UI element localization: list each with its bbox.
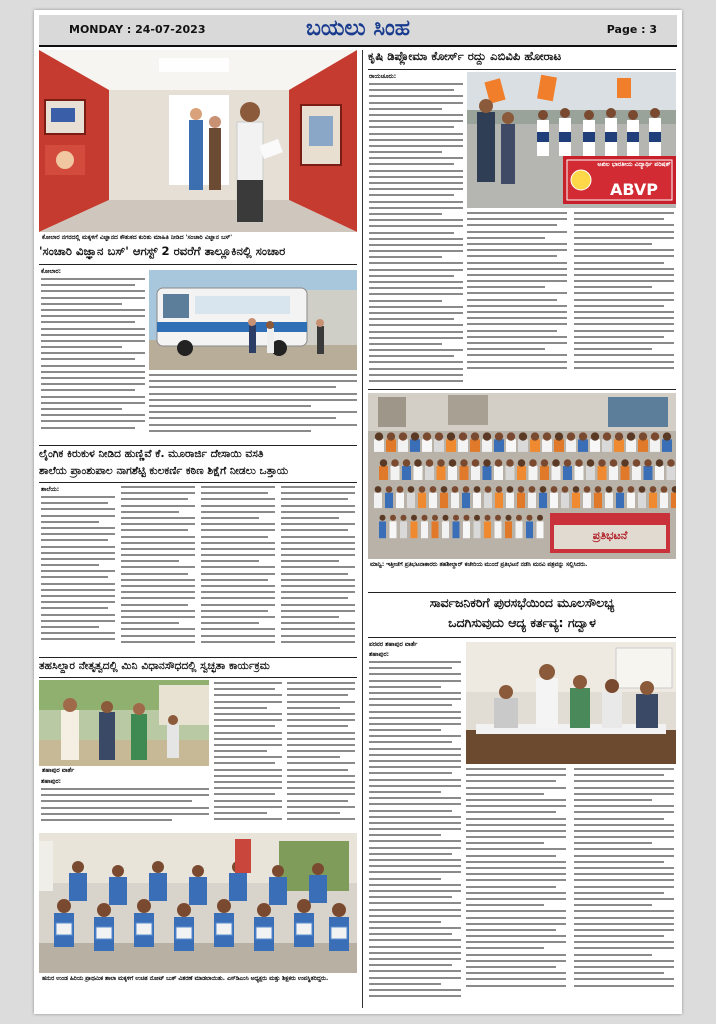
abvp-protest-photo [467,72,676,208]
gadwal-headline-2: ಒದಗಿಸುವುದು ಆದ್ಯ ಕರ್ತವ್ಯ: ಗದ್ವಾಳ [448,616,596,630]
science-bus-article-text-2 [149,374,357,442]
headline-rule [368,637,676,638]
gadwal-article-col-3 [574,768,674,1006]
abvp-article-col-2 [467,212,567,386]
page-number: Page : 3 [606,23,657,36]
school-principal-article-col-1 [41,486,115,654]
headline-rule [368,69,676,70]
gadwal-meeting-photo [466,642,676,764]
abvp-article-col-1 [369,73,463,385]
school-principal-dateline: ಶಾಲೆಯ: [41,486,60,493]
abvp-article-col-3 [574,212,674,386]
section-rule [39,657,357,658]
cleanliness-photo-caption: ಶಹಾಪುರ ವಾರ್ತೆ [42,767,75,774]
science-bus-headline: 'ಸಂಚಾರಿ ವಿಜ್ಞಾನ ಬಸ್' ಆಗಸ್ಟ್ 2 ರವರೆಗೆ ತಾಲ್ಲೂಕಿನಲ್ಲಿ ಸಂಚಾರ [39,245,286,258]
school-principal-headline-2: ಶಾಲೆಯ ಪ್ರಾಂಶುಪಾಲ ನಾಗಶೆಟ್ಟಿ ಕುಲಕರ್ಣಿ ಕಠಿಣ ಶಿಕ್ಷೆಗೆ ನೀಡಲು ಒತ್ತಾಯ [39,465,289,477]
gadwal-article-col-2 [466,768,566,1006]
school-principal-article-col-4 [281,486,355,654]
gadwal-article-col-1 [369,641,461,1007]
cleanliness-article-col-2 [287,682,355,830]
issue-date: MONDAY : 24-07-2023 [69,23,206,36]
column-divider [362,50,363,1008]
section-rule [368,389,676,390]
newspaper-title: ಬಯಲು ಸಿಂಹ [305,16,411,41]
headline-rule [39,264,357,265]
headline-rule [39,677,357,678]
cleanliness-article-col-1 [214,682,282,830]
section-rule [368,592,676,593]
school-principal-article-col-3 [201,486,275,654]
students-notebook-caption: ಹನುರ ಉಂಡ ಹಿರಿಯ ಪ್ರಾಥಮಿಕ ಶಾಲಾ ಮಕ್ಕಳಿಗೆ ಉಚಿತ ನೋಟ್ ಬುಕ್ ವಿತರಣೆ ಮಾಡಲಾಯಿತು. ಎಸ್‌ಡಿಎಂಸಿ ಅಧ್ಯಕ್ಷರು ಮತ್ತು ಶಿಕ್ಷಕರು ಉಪಸ್ಥಿತರಿದ್ದರು. [42,976,329,982]
school-principal-headline-1: ಲೈಂಗಿಕ ಕಿರುಕುಳ ನೀಡಿದ ಹುಣ್ಣಿವೆ ಕೆ. ಮೂರಾರ್ಜಿ ದೇಸಾಯಿ ವಸತಿ [39,448,264,460]
school-principal-article-col-2 [121,486,195,654]
abvp-dateline: ರಾಯಚೂರು: [369,73,397,80]
headline-rule [39,482,357,483]
cleanliness-drive-photo [39,680,209,766]
crowd-protest-photo [368,393,676,559]
abvp-banner-org: ಅಖಿಲ ಭಾರತೀಯ ವಿದ್ಯಾರ್ಥಿ ಪರಿಷತ್ [597,161,671,168]
gadwal-dateline: ಪರವರ ಶಹಾಪುರ ವಾರ್ತೆ [369,641,418,648]
section-rule [39,445,357,446]
cleanliness-drive-headline: ತಹಸಿಲ್ದಾರ ನೇತೃತ್ವದಲ್ಲಿ ಮಿನಿ ವಿಧಾನಸೌಧದಲ್ಲಿ ಸ್ವಚ್ಛತಾ ಕಾರ್ಯಕ್ರಮ [39,660,270,672]
gadwal-headline-1: ಸಾರ್ವಜನಿಕರಿಗೆ ಪುರಸಭೆಯಿಂದ ಮೂಲಸೌಲಭ್ಯ [429,596,615,610]
science-bus-dateline: ಕೋಲಾರ: [41,268,62,275]
science-bus-article-text [41,268,145,442]
crowd-protest-banner: ಪ್ರತಿಭಟನೆ [592,529,628,542]
science-bus-photo-caption: ಕೋಲಾರ ನಗರದಲ್ಲಿ ಮಕ್ಕಳಿಗೆ ವಿಜ್ಞಾನದ ಕೌತುಕದ ಕುರಿತು ಮಾಹಿತಿ ನೀಡಿದ 'ಸಂಚಾರಿ ವಿಜ್ಞಾನ ಬಸ್' [42,234,233,241]
cleanliness-article-col-0 [41,778,209,830]
cleanliness-dateline: ಶಹಾಪುರ: [41,778,62,785]
masthead [39,15,677,47]
science-bus-exterior-photo [149,270,357,370]
gadwal-dateline-place: ಶಹಾಪುರ: [369,651,390,658]
science-bus-interior-photo [39,50,357,232]
crowd-protest-caption: ಮಾನ್ವಿ: ಇತ್ತೀಚೆಗೆ ಪ್ರತಿಭಟನಾಕಾರರು ತಹಶೀಲ್ದಾರ್ ಕಚೇರಿಯ ಮುಂದೆ ಪ್ರತಿಭಟನೆ ನಡೆಸಿ ಮನವಿ ಪತ್ರವನ್ನು ಸಲ್ಲಿಸಿದರು. [370,562,588,568]
abvp-banner-abbr: ABVP [609,180,659,199]
newspaper-page [34,10,682,1014]
students-notebook-photo [39,833,357,973]
abvp-protest-headline: ಕೃಷಿ ಡಿಪ್ಲೋಮಾ ಕೋರ್ಸ್ ರದ್ದು ಎಬಿವಿಪಿ ಹೋರಾಟ [368,50,562,63]
